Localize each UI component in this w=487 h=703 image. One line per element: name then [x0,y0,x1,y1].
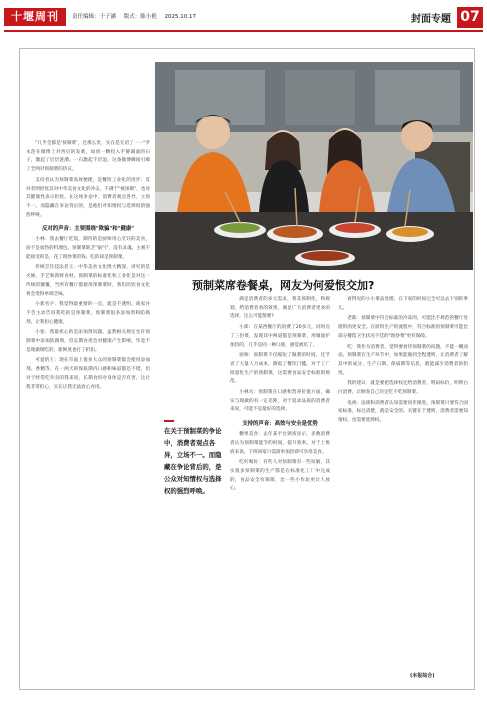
paragraph: 小林：我去餐厅吃饭，期待的是厨师用心烹饪的美食，而不是加热的料理包。预制菜缺乏"锅气"，没有灵魂。主观不能接受的是，花了现炒菜的钱，吃的却是预制菜。 [26,237,150,260]
text-column-2 [230,296,330,682]
paragraph: "几乎全都是'预制菜'，还那么贵，实在是无语了一一"罗永浩在微博上对西贝的发难，如同一颗投入平静湖面的石子，激起了层层涟漪。一石激起千层浪，这条微博瞬间引爆了全网对预制菜的热议。 [26,141,150,173]
design-credit: 版式：陈小艳 [123,14,157,20]
paragraph: 看得见的小小菜品处理，在下家的时间完全可以去干别的事儿。 [338,297,468,311]
issue-date: 2025.10.17 [164,14,197,20]
page-number: 07 [457,7,483,28]
paragraph: 吃：我作为消费者，觉得要看待预制菜的问题，不能一概而论。预制菜在生产环节中，如果能做到全程透明，让消费者了解其中的成分、生产日期、保质期等信息，就能减少消费者的担忧。 [338,344,468,376]
subheading-oppose: 反对的声音：主要围绕"欺骗"和"健康" [41,226,135,233]
paragraph: 小新名字：我觉得最重要的一点，就是不透明。商家并不会主动告诉我吃的是预制菜，预制菜很多添加剂和防腐剂，让我担心健康。 [26,302,150,325]
paragraph: 满足消费者的多元需求，将其预制化，和规划，给消费者看的效果，满足广大消费者更多的选择，这么可能都要? [230,297,330,320]
dining-photo [155,62,473,270]
paragraph: 支持者认为预制菜高效便捷，是餐饮工业化的进步；反对者则担忧其对中华美食文化的冲击，不满于"被预制"，也对其健康性表示担忧。在这场争论中，消费者观点各异，立场不一。而隐藏在争论背后的，是他们对知情权与选择权的强烈呼唤。 [26,177,150,218]
byline: (本报综合) [410,673,435,679]
paragraph: 可爱的王：现在市面上很多大众的预制菜都会使用添加剂、香精等，在一两天的保质期内口感和味道都还不错，但对于经常吃外卖的我来说，长期食用对身体是否有害，这让我非常担心，实在让我无法放心食用。 [26,358,150,390]
paragraph: 吃好喝好：有些人对预制菜有一些误解，其实很多预制菜的生产都是在标准化工厂中完成的，食品安全有保障，比一些小作坊更让人放心。 [230,460,330,492]
paragraph: 厨师：预制菜不仅缩短了做菜的时间，还节省了大量人力成本，降低了餐饮门槛。对于工厂批量化生产的预制菜，这需要食品安全标准的规范。 [230,353,330,385]
paragraph: 糖果美食：去年某平台调查显示，多数消费者认为预制菜能节约时间，提升效率。对于上班族来说，下班回家只需简单加热即可享用美食。 [230,432,330,455]
pull-quote-text: 在关于预制菜的争论中，消费者观点各异，立场不一。而隐藏在争论背后的，是公众对知情权与选择权的强烈呼唤。 [164,427,222,495]
page-header [0,0,487,34]
subheading-support: 支持的声音：高效与安全是优势 [242,421,318,428]
pull-quote [164,420,222,497]
text-column-1 [26,140,150,682]
header-rule [4,30,483,32]
text-column-3 [338,296,468,668]
page-meta [72,12,202,20]
quote-accent [164,420,174,422]
article-headline: 预制菜席卷餐桌，网友为何爱恨交加? [192,279,375,292]
editor-credit: 责任编辑：于子涵 [72,14,117,20]
paragraph: 传统烹饪技法者王：中华美食文化博大精深，讲究的是火候、手艺和新鲜食材。预制菜的标准化和工业化是对这一传统的颠覆，当所有餐厅都使用预制菜时，我们的饮食文化将会变得单调乏味。 [26,265,150,297]
paragraph: 电视：法规和消费者认知需要同步跟进。预制菜只要符合国家标准，标注清楚，就是安全的。关键在于透明，消费者需要知情权，也需要选择权。 [338,400,468,424]
paragraph: 老陈：预制菜中符合标准的冷冻肉，可能比不规范的餐厅处理的肉更安全。在原料生产的流程中，符合标准的预制菜可能比部分餐馆卫生状况不佳的"现炒菜"更有保障。 [338,316,468,339]
newspaper-logo: 十堰周刊 [4,8,66,26]
paragraph: 我的建议：就是要把选择权还给消费者，明码标价，明明白白消费，让顾客自己决定吃不吃预制菜。 [338,381,468,396]
paragraph: 小林夫：预制菜在口感和营养价值方面，确实与现做的有一定差距，对于追求品质的消费者来说，可能不是最好的选择。 [230,390,330,413]
paragraph: 小郑：在某西餐厅的消费了20多元，同时点了三份菜，发现其中两道都是预制菜，用微波炉加热的，几乎是同一种口感，感觉被坑了。 [230,325,330,348]
paragraph: 小张：我最担心的是添加剂问题。虽然相关规定允许预制菜中添加防腐剂，但长期食用会对健康产生影响，毕竟不是现做现吃的，新鲜度也打了折扣。 [26,330,150,353]
section-title: 封面专题 [411,14,451,25]
